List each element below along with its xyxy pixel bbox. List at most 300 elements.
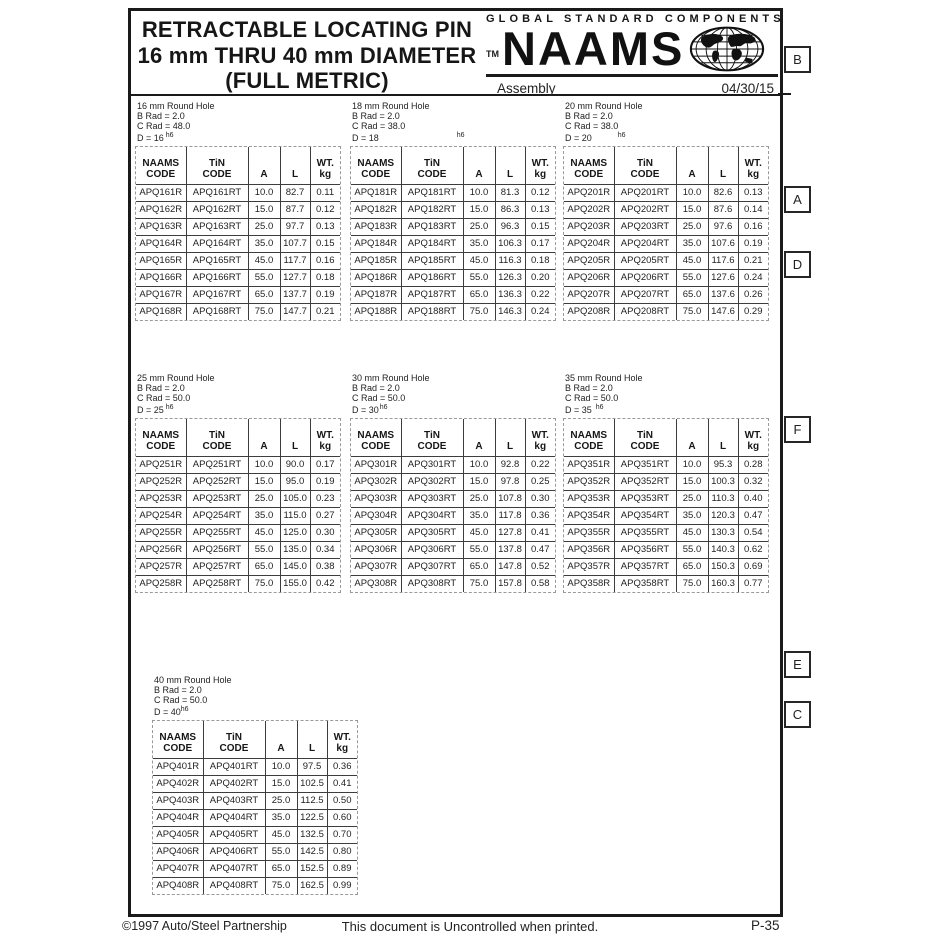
column-header: L — [495, 147, 525, 184]
table-cell: 0.23 — [310, 490, 340, 507]
table-cell: APQ203RT — [614, 218, 676, 235]
assembly-row — [486, 77, 778, 96]
table-cell: APQ255RT — [186, 524, 248, 541]
table-cell: APQ183R — [351, 218, 401, 235]
column-header: TiN CODE — [614, 419, 676, 456]
table-row — [136, 303, 340, 320]
table-cell: APQ205RT — [614, 252, 676, 269]
table-cell: APQ353R — [564, 490, 614, 507]
table-cell: 10.0 — [265, 758, 297, 775]
table-row — [564, 286, 768, 303]
table-cell: APQ253R — [136, 490, 186, 507]
table-cell: 82.7 — [280, 184, 310, 201]
table-cell: 75.0 — [248, 303, 280, 320]
table-cell: APQ304RT — [401, 507, 463, 524]
table-cell: APQ401RT — [203, 758, 265, 775]
table-cell: APQ407R — [153, 860, 203, 877]
table-cell: APQ162RT — [186, 201, 248, 218]
table-cell: APQ251RT — [186, 456, 248, 473]
table-cell: 0.24 — [738, 269, 768, 286]
table-cell: APQ356R — [564, 541, 614, 558]
table-cell: 15.0 — [248, 473, 280, 490]
table-cell: APQ356RT — [614, 541, 676, 558]
table-row — [564, 473, 768, 490]
table-cell: 0.77 — [744, 578, 763, 590]
table-row — [351, 524, 555, 541]
table-cell: APQ405RT — [203, 826, 265, 843]
margin-label-a: A — [784, 186, 811, 213]
table-cell: APQ351R — [564, 456, 614, 473]
table-cell: 45.0 — [248, 524, 280, 541]
table-cell: APQ203R — [564, 218, 614, 235]
table-cell: APQ183RT — [401, 218, 463, 235]
table-row — [136, 286, 340, 303]
table-cell: APQ252R — [136, 473, 186, 490]
spec-table-20mm — [563, 101, 769, 326]
table-cell: APQ303RT — [401, 490, 463, 507]
table-cell: APQ204RT — [614, 235, 676, 252]
table-cell: 10.0 — [248, 456, 280, 473]
dimension-spec-line — [565, 403, 769, 415]
revision-date: 04/30/15 — [721, 80, 774, 96]
table-row — [153, 775, 357, 792]
table-row — [153, 860, 357, 877]
table-caption-line: B Rad = 2.0 — [137, 383, 185, 393]
column-header: A — [676, 419, 708, 456]
table-caption-line: C Rad = 48.0 — [137, 121, 191, 131]
table-cell: APQ161R — [136, 184, 186, 201]
header-row — [351, 419, 555, 456]
table-cell: 117.7 — [280, 252, 310, 269]
table-cell: APQ408R — [153, 877, 203, 894]
table-cell: 25.0 — [248, 490, 280, 507]
table-cell: APQ206R — [564, 269, 614, 286]
dimension-spec: D = 25 — [137, 405, 164, 415]
table-cell: APQ301RT — [401, 456, 463, 473]
table-cell: 15.0 — [676, 201, 708, 218]
table-cell: 35.0 — [248, 507, 280, 524]
table-cell: 65.0 — [463, 558, 495, 575]
spec-table — [351, 147, 555, 320]
table-cell: APQ168RT — [186, 303, 248, 320]
table-cell: APQ352RT — [614, 473, 676, 490]
column-header: WT. kg — [738, 419, 768, 456]
table-cell: 0.11 — [310, 184, 340, 201]
table-cell: 75.0 — [676, 303, 708, 320]
column-header: WT. kg — [738, 147, 768, 184]
table-cell: 92.8 — [495, 456, 525, 473]
table-caption-line: B Rad = 2.0 — [352, 111, 400, 121]
table-cell: 90.0 — [280, 456, 310, 473]
table-cell: 97.6 — [708, 218, 738, 235]
column-header: TiN CODE — [401, 147, 463, 184]
table-cell: 45.0 — [265, 826, 297, 843]
table-cell: 117.8 — [495, 507, 525, 524]
table-cell: APQ188RT — [401, 303, 463, 320]
table-cell: 0.14 — [738, 201, 768, 218]
table-cell: APQ187R — [351, 286, 401, 303]
table-cell: APQ402R — [153, 775, 203, 792]
brand-tagline: GLOBAL STANDARD COMPONENTS — [486, 13, 785, 25]
table-row — [136, 507, 340, 524]
table-cell: APQ308R — [351, 575, 401, 592]
table-cell: 0.17 — [525, 235, 555, 252]
dimension-spec: D = 30 — [352, 405, 379, 415]
table-cell: 75.0 — [265, 877, 297, 894]
header-rule-tick — [778, 93, 791, 95]
table-cell: APQ353RT — [614, 490, 676, 507]
table-cell: 35.0 — [463, 235, 495, 252]
table-caption-line: C Rad = 50.0 — [565, 393, 619, 403]
table-caption — [352, 373, 556, 415]
table-cell: 0.32 — [738, 473, 768, 490]
table-cell: 130.3 — [708, 524, 738, 541]
table-cell: 35.0 — [248, 235, 280, 252]
table-cell: APQ402RT — [203, 775, 265, 792]
table-cell: 117.6 — [708, 252, 738, 269]
table-cell: APQ355RT — [614, 524, 676, 541]
column-header: L — [280, 147, 310, 184]
table-cell: 87.6 — [708, 201, 738, 218]
trademark-symbol: TM — [486, 48, 499, 59]
table-cell: 10.0 — [248, 184, 280, 201]
table-cell: 150.3 — [708, 558, 738, 575]
table-cell: 0.16 — [310, 252, 340, 269]
column-header: TiN CODE — [186, 419, 248, 456]
table-row — [564, 252, 768, 269]
table-cell: APQ358RT — [614, 575, 676, 592]
table-cell: 0.19 — [738, 235, 768, 252]
table-cell: 127.7 — [280, 269, 310, 286]
table-cell: APQ302R — [351, 473, 401, 490]
table-row — [351, 456, 555, 473]
table-row — [136, 269, 340, 286]
column-header: A — [248, 419, 280, 456]
footer-notice: This document is Uncontrolled when printed. — [341, 919, 599, 934]
column-header: TiN CODE — [203, 721, 265, 758]
table-cell: APQ301R — [351, 456, 401, 473]
table-cell: APQ255R — [136, 524, 186, 541]
document-header — [131, 11, 785, 96]
margin-label-d: D — [784, 251, 811, 278]
margin-label-c: C — [784, 701, 811, 728]
table-cell: 15.0 — [248, 201, 280, 218]
table-cell: 127.6 — [708, 269, 738, 286]
table-cell: 55.0 — [463, 541, 495, 558]
table-cell: 0.20 — [525, 269, 555, 286]
table-cell: 0.30 — [525, 490, 555, 507]
column-header: A — [248, 147, 280, 184]
table-cell: APQ163RT — [186, 218, 248, 235]
table-cell: APQ185RT — [401, 252, 463, 269]
table-cell: 0.17 — [310, 456, 340, 473]
table-cell: APQ357RT — [614, 558, 676, 575]
table-cell: 145.0 — [280, 558, 310, 575]
dimension-spec: D = 40 — [154, 707, 181, 717]
table-caption-line: 20 mm Round Hole — [565, 101, 643, 111]
table-cell: 105.0 — [280, 490, 310, 507]
column-header: A — [463, 419, 495, 456]
table-cell: 45.0 — [248, 252, 280, 269]
table-cell: 0.22 — [525, 286, 555, 303]
table-cell: 107.6 — [708, 235, 738, 252]
table-cell: 35.0 — [676, 507, 708, 524]
table-cell: APQ305R — [351, 524, 401, 541]
spec-table-40mm — [152, 675, 358, 900]
table-cell: 0.12 — [525, 184, 555, 201]
table-cell: APQ205R — [564, 252, 614, 269]
table-cell: APQ408RT — [203, 877, 265, 894]
table-cell: 45.0 — [676, 524, 708, 541]
table-cell: 65.0 — [248, 558, 280, 575]
table-cell: 97.7 — [280, 218, 310, 235]
table-row — [564, 507, 768, 524]
table-cell: 0.30 — [310, 524, 340, 541]
table-row — [351, 184, 555, 201]
column-header: L — [708, 419, 738, 456]
globe-icon — [689, 26, 765, 72]
footer-copyright: ©1997 Auto/Steel Partnership — [122, 919, 287, 933]
table-cell: 137.6 — [708, 286, 738, 303]
table-cell: 147.6 — [708, 303, 738, 320]
column-header: TiN CODE — [186, 147, 248, 184]
spec-table — [153, 721, 357, 894]
table-cell: 96.3 — [495, 218, 525, 235]
table-caption-line: C Rad = 50.0 — [137, 393, 191, 403]
table-cell: 152.5 — [297, 860, 327, 877]
table-row — [351, 303, 555, 320]
table-row — [153, 826, 357, 843]
spec-table-35mm — [563, 373, 769, 598]
table-cell: 0.19 — [310, 473, 340, 490]
table-cell: APQ352R — [564, 473, 614, 490]
table-cell: APQ181R — [351, 184, 401, 201]
table-cell: APQ305RT — [401, 524, 463, 541]
spec-table — [564, 419, 768, 592]
table-cell: 116.3 — [495, 252, 525, 269]
table-cell: 75.0 — [463, 303, 495, 320]
table-cell: APQ256RT — [186, 541, 248, 558]
table-cell: 110.3 — [708, 490, 738, 507]
column-header: NAAMS CODE — [564, 147, 614, 184]
table-cell: APQ188R — [351, 303, 401, 320]
table-row — [564, 184, 768, 201]
table-row — [136, 235, 340, 252]
table-cell: APQ186RT — [401, 269, 463, 286]
table-cell: APQ184RT — [401, 235, 463, 252]
table-caption — [154, 675, 358, 717]
table-cell: 25.0 — [265, 792, 297, 809]
tolerance-superscript: h6 — [379, 404, 388, 411]
table-cell: APQ165RT — [186, 252, 248, 269]
table-cell: 0.36 — [525, 507, 555, 524]
table-caption — [137, 101, 341, 143]
column-header: A — [463, 147, 495, 184]
table-row — [136, 558, 340, 575]
table-cell: 146.3 — [495, 303, 525, 320]
table-cell: 45.0 — [463, 252, 495, 269]
table-row — [136, 490, 340, 507]
table-cell: 75.0 — [463, 575, 495, 592]
table-cell: 55.0 — [676, 269, 708, 286]
margin-label-f: F — [784, 416, 811, 443]
margin-label-b: B — [784, 46, 811, 73]
column-header: WT. kg — [310, 419, 340, 456]
table-cell: 122.5 — [297, 809, 327, 826]
spec-table-16mm — [135, 101, 341, 326]
column-header: A — [676, 147, 708, 184]
spec-table-18mm — [350, 101, 556, 326]
tolerance-superscript: h6 — [617, 132, 626, 139]
table-cell: APQ254R — [136, 507, 186, 524]
table-cell: APQ404RT — [203, 809, 265, 826]
table-cell: 160.3 — [708, 575, 738, 592]
header-row — [153, 721, 357, 758]
spec-table — [351, 419, 555, 592]
table-cell: 0.18 — [310, 269, 340, 286]
table-cell: APQ354RT — [614, 507, 676, 524]
table-cell: APQ201RT — [614, 184, 676, 201]
table-cell: 155.0 — [280, 575, 310, 592]
table-caption — [137, 373, 341, 415]
table-row — [351, 201, 555, 218]
title-line: 16 mm THRU 40 mm DIAMETER — [137, 42, 477, 68]
table-cell: APQ185R — [351, 252, 401, 269]
table-cell: 45.0 — [463, 524, 495, 541]
table-cell: APQ302RT — [401, 473, 463, 490]
table-cell: APQ307RT — [401, 558, 463, 575]
table-cell: 0.19 — [310, 286, 340, 303]
table-cell: APQ202RT — [614, 201, 676, 218]
table-border — [350, 418, 556, 593]
table-cell: 0.41 — [327, 775, 357, 792]
table-border — [563, 146, 769, 321]
table-cell: APQ256R — [136, 541, 186, 558]
table-cell: 25.0 — [463, 490, 495, 507]
table-cell: 147.8 — [495, 558, 525, 575]
table-caption-line: B Rad = 2.0 — [565, 111, 613, 121]
table-cell: 25.0 — [463, 218, 495, 235]
table-cell: 15.0 — [265, 775, 297, 792]
table-caption-line: 35 mm Round Hole — [565, 373, 643, 383]
dimension-spec-line — [352, 403, 556, 415]
page-frame — [128, 8, 783, 917]
spec-table — [136, 419, 340, 592]
table-caption-line: 18 mm Round Hole — [352, 101, 430, 111]
column-header: NAAMS CODE — [351, 419, 401, 456]
table-cell: 10.0 — [463, 456, 495, 473]
table-cell: APQ208R — [564, 303, 614, 320]
spec-table — [136, 147, 340, 320]
table-row — [564, 558, 768, 575]
column-header: NAAMS CODE — [564, 419, 614, 456]
table-cell: 97.8 — [495, 473, 525, 490]
table-cell: APQ401R — [153, 758, 203, 775]
table-row — [564, 456, 768, 473]
table-cell: 107.8 — [495, 490, 525, 507]
table-cell: 10.0 — [676, 456, 708, 473]
table-row — [564, 490, 768, 507]
table-row — [564, 235, 768, 252]
table-cell: APQ253RT — [186, 490, 248, 507]
table-cell: APQ403R — [153, 792, 203, 809]
table-row — [136, 541, 340, 558]
table-row — [153, 758, 357, 775]
table-cell: APQ166R — [136, 269, 186, 286]
table-cell: APQ207R — [564, 286, 614, 303]
table-cell: 35.0 — [676, 235, 708, 252]
table-cell: APQ257R — [136, 558, 186, 575]
table-cell: 82.6 — [708, 184, 738, 201]
table-row — [351, 235, 555, 252]
table-cell: 126.3 — [495, 269, 525, 286]
table-cell: 10.0 — [676, 184, 708, 201]
table-cell: APQ206RT — [614, 269, 676, 286]
table-cell: 142.5 — [297, 843, 327, 860]
table-row — [136, 218, 340, 235]
table-cell: APQ204R — [564, 235, 614, 252]
table-cell: 132.5 — [297, 826, 327, 843]
table-cell: APQ166RT — [186, 269, 248, 286]
table-cell: APQ164R — [136, 235, 186, 252]
table-cell: 0.54 — [738, 524, 768, 541]
table-cell: APQ202R — [564, 201, 614, 218]
table-cell: 15.0 — [676, 473, 708, 490]
table-cell: 15.0 — [463, 201, 495, 218]
header-row — [564, 147, 768, 184]
table-cell: 127.8 — [495, 524, 525, 541]
table-cell: 81.3 — [495, 184, 525, 201]
table-caption-line: C Rad = 38.0 — [352, 121, 406, 131]
table-caption-line: 30 mm Round Hole — [352, 373, 430, 383]
table-cell: APQ252RT — [186, 473, 248, 490]
table-row — [564, 524, 768, 541]
tolerance-superscript: h6 — [595, 404, 604, 411]
column-header: TiN CODE — [401, 419, 463, 456]
table-cell: 0.42 — [316, 578, 335, 590]
table-row — [564, 541, 768, 558]
table-cell: 86.3 — [495, 201, 525, 218]
table-caption-line: C Rad = 50.0 — [352, 393, 406, 403]
column-header: NAAMS CODE — [351, 147, 401, 184]
table-caption — [565, 373, 769, 415]
table-cell: 0.13 — [310, 218, 340, 235]
table-cell: 0.70 — [327, 826, 357, 843]
table-row — [351, 575, 555, 592]
table-cell: 137.8 — [495, 541, 525, 558]
tolerance-superscript: h6 — [456, 132, 465, 139]
table-cell: APQ406RT — [203, 843, 265, 860]
table-cell: 15.0 — [463, 473, 495, 490]
table-cell: APQ207RT — [614, 286, 676, 303]
table-cell: 95.0 — [280, 473, 310, 490]
table-cell: 55.0 — [248, 269, 280, 286]
column-header: A — [265, 721, 297, 758]
spec-table-25mm — [135, 373, 341, 598]
table-cell: 0.69 — [738, 558, 768, 575]
table-row — [136, 473, 340, 490]
table-cell: 75.0 — [676, 575, 708, 592]
table-cell: APQ304R — [351, 507, 401, 524]
brand-name: NAAMS — [502, 21, 685, 75]
table-caption-line: B Rad = 2.0 — [154, 685, 202, 695]
table-cell: 0.29 — [744, 306, 763, 318]
table-cell: 106.3 — [495, 235, 525, 252]
table-caption-line: C Rad = 50.0 — [154, 695, 208, 705]
table-border — [135, 146, 341, 321]
column-header: NAAMS CODE — [136, 419, 186, 456]
spec-table-30mm — [350, 373, 556, 598]
